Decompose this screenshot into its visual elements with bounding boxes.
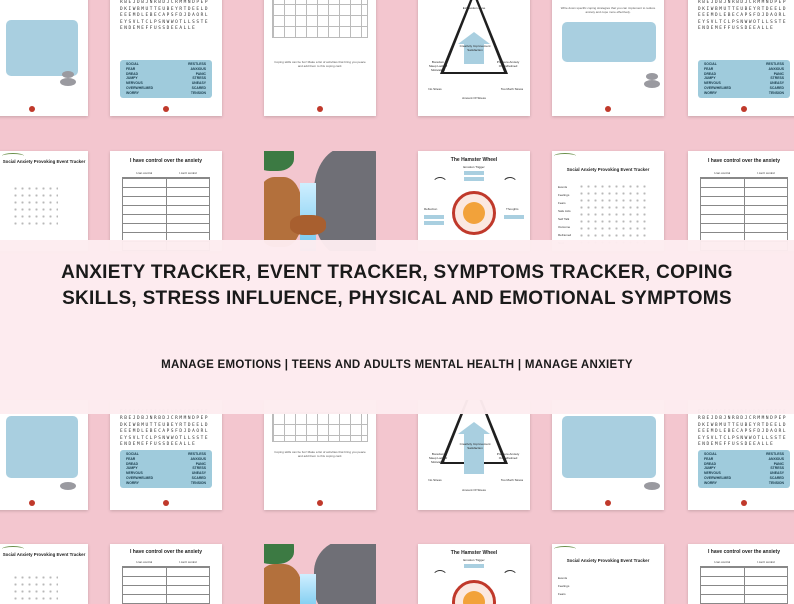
hamster-wheel-icon xyxy=(452,191,496,235)
hamster-thoughts: Thoughts xyxy=(506,207,519,211)
label-left-mid: Boredom Sleep Lack of Motivation xyxy=(428,60,448,72)
waterfall-illustration xyxy=(264,544,376,604)
control-page xyxy=(110,151,222,251)
control-table-header: I can control I can't control xyxy=(135,171,197,175)
label-too-much-stress: Too Much Stress xyxy=(500,87,524,91)
label-no-stress: No Stress xyxy=(428,478,442,482)
dot-grid xyxy=(12,185,58,225)
coping-card-page xyxy=(264,400,376,510)
cycle-arrow-icon xyxy=(502,570,518,586)
coping-strategies-page xyxy=(552,400,664,510)
word-list-left: SOCIAL FEAR DREAD JUMPY NERVOUS OVERWHELMED WORRY xyxy=(126,452,154,485)
hamster-wheel-icon xyxy=(452,580,496,604)
subline: MANAGE EMOTIONS | TEENS AND ADULTS MENTAL HEALTH | MANAGE ANXIETY xyxy=(161,359,633,371)
letter-grid: RBEJDBJNRBDJCRMMNDPEPDKIWBMUTTEUBEYRTDEELDEEEMDLEBECAPSFDJDAORLEYSVLTCLPSNWWOTLLSSTEENDEMEFFUSSDEEALLE xyxy=(698,416,788,448)
tree-foliage xyxy=(264,151,294,171)
vine-icon xyxy=(554,153,576,159)
hamster-title: The Hamster Wheel xyxy=(450,550,498,556)
event-tracker-page xyxy=(552,544,664,604)
coping-strategies-page xyxy=(552,0,664,116)
event-tracker-title: Social Anxiety Provoking Event Tracker xyxy=(2,159,86,164)
word-search-page xyxy=(110,400,222,510)
rock-stack-icon xyxy=(60,482,76,490)
waterfall xyxy=(300,574,316,604)
reflection-box xyxy=(424,215,444,219)
letter-grid: RBEJDBJNRBDJCRMMNDPEPDKIWBMUTTEUBEYRTDEELDEEEMDLEBECAPSFDJDAORLEYSVLTCLPSNWWOTLLSSTEENDEMEFFUSSDEEALLE xyxy=(698,0,788,32)
stress-performance-page xyxy=(418,0,530,116)
word-search-page xyxy=(688,0,794,116)
rock-stack-icon xyxy=(644,80,660,88)
word-list-right: RESTLESS ANXIOUS PANIC STRESS UNEASY SCARED TENSION xyxy=(766,452,784,485)
rock-cliff xyxy=(314,151,376,251)
hamster-trigger: Emotion Trigger xyxy=(463,165,485,169)
label-center: Creativity Improvement Satisfaction xyxy=(459,442,491,450)
event-rows: Events Feelings Fears Safe Acts Self Talk Outcome Reframed xyxy=(558,185,572,237)
rock-step xyxy=(290,215,326,235)
coping-strategies-page xyxy=(0,400,88,510)
rock-stack-icon xyxy=(644,482,660,490)
word-list-right: RESTLESS ANXIOUS PANIC STRESS UNEASY SCARED TENSION xyxy=(188,452,206,485)
label-right-mid: Pressure Anxiety Overwhelmed xyxy=(496,60,520,68)
event-tracker-title: Social Anxiety Provoking Event Tracker xyxy=(566,558,650,563)
page-number-badge xyxy=(317,106,323,112)
event-tracker-title: Social Anxiety Provoking Event Tracker xyxy=(566,167,650,172)
page-number-badge xyxy=(741,500,747,506)
coping-card-grid xyxy=(272,412,368,442)
page-number-badge xyxy=(163,106,169,112)
trigger-box xyxy=(464,171,484,175)
control-table xyxy=(700,566,788,604)
rock-stack-icon xyxy=(60,78,76,86)
up-arrow-icon xyxy=(458,32,490,44)
coping-card-grid xyxy=(272,0,368,38)
letter-grid: RBEJDBJNRBDJCRMMNDPEPDKIWBMUTTEUBEYRTDEELDEEEMDLEBECAPSFDJDAORLEYSVLTCLPSNWWOTLLSSTEENDEMEFFUSSDEEALLE xyxy=(120,416,210,448)
dot-grid xyxy=(578,183,648,247)
label-too-much-stress: Too Much Stress xyxy=(500,478,524,482)
word-search-page xyxy=(110,0,222,116)
tree-foliage xyxy=(264,544,294,564)
rock-ledge xyxy=(264,177,302,247)
page-number-badge xyxy=(29,500,35,506)
control-page xyxy=(688,544,794,604)
stress-performance-page xyxy=(418,400,530,510)
cycle-arrow-icon xyxy=(432,570,448,586)
word-list-left: SOCIAL FEAR DREAD JUMPY NERVOUS OVERWHELMED WORRY xyxy=(126,62,154,95)
coping-intro-text: Write down specific coping strategies that you can implement to reduce anxiety and cope more effectively. xyxy=(560,6,656,14)
control-page xyxy=(688,151,794,251)
word-list xyxy=(120,450,212,488)
letter-grid: RBEJDBJNRBDJCRMMNDPEPDKIWBMUTTEUBEYRTDEELDEEEMDLEBECAPSFDJDAORLEYSVLTCLPSNWWOTLLSSTEENDEMEFFUSSDEEALLE xyxy=(120,0,210,32)
vine-icon xyxy=(554,546,576,552)
headline: ANXIETY TRACKER, EVENT TRACKER, SYMPTOMS TRACKER, COPING SKILLS, STRESS INFLUENCE, PHYSICAL AND EMOTIONAL SYMPTOMS xyxy=(61,262,733,309)
page-number-badge xyxy=(163,500,169,506)
label-peak: Exhaustion Zone xyxy=(462,6,486,10)
label-center: Creativity Improvement Satisfaction xyxy=(459,44,491,52)
control-table-header: I can control I can't control xyxy=(713,171,775,175)
label-axis: Amount Of Stress xyxy=(462,96,486,100)
label-no-stress: No Stress xyxy=(428,87,442,91)
word-list xyxy=(698,450,790,488)
event-rows: Events Feelings Fears xyxy=(558,576,570,596)
trigger-box xyxy=(464,177,484,181)
control-title: I have control over the anxiety xyxy=(130,158,202,164)
page-number-badge xyxy=(29,106,35,112)
word-list xyxy=(120,60,212,98)
hamster-title: The Hamster Wheel xyxy=(450,157,498,163)
grid-caption: Coping skills can be fun! Make a list of activities that bring you peace and add them to this coping card. xyxy=(274,450,366,458)
page-number-badge xyxy=(605,500,611,506)
control-title: I have control over the anxiety xyxy=(708,158,780,164)
word-list-right: RESTLESS ANXIOUS PANIC STRESS UNEASY SCARED TENSION xyxy=(766,62,784,95)
rock-stack-icon xyxy=(646,73,658,80)
control-table-header: I can control I can't control xyxy=(135,560,197,564)
title-banner xyxy=(0,240,794,414)
writing-box xyxy=(562,416,656,478)
word-list-right: RESTLESS ANXIOUS PANIC STRESS UNEASY SCARED TENSION xyxy=(188,62,206,95)
cycle-arrow-icon xyxy=(432,177,448,193)
up-arrow-icon xyxy=(458,422,490,434)
event-tracker-page xyxy=(552,151,664,251)
dot-grid xyxy=(12,574,58,604)
word-search-page xyxy=(688,400,794,510)
control-title: I have control over the anxiety xyxy=(708,549,780,555)
rock-stack-icon xyxy=(62,71,74,78)
trigger-box xyxy=(464,564,484,568)
thoughts-box xyxy=(504,215,524,219)
writing-box xyxy=(6,416,78,478)
label-axis: Amount Of Stress xyxy=(462,488,486,492)
up-arrow-body xyxy=(464,434,484,474)
reflection-box xyxy=(424,221,444,225)
event-tracker-page xyxy=(0,151,88,251)
grid-caption: Coping skills can be fun! Make a list of activities that bring you peace and add them to this coping card. xyxy=(274,60,366,68)
word-list-left: SOCIAL FEAR DREAD JUMPY NERVOUS OVERWHELMED WORRY xyxy=(704,62,732,95)
hamster-wheel-page xyxy=(418,151,530,251)
hamster-wheel-page xyxy=(418,544,530,604)
writing-box xyxy=(562,22,656,62)
event-tracker-title: Social Anxiety Provoking Event Tracker xyxy=(2,552,86,557)
cycle-arrow-icon xyxy=(502,177,518,193)
hamster-reflection: Reflection xyxy=(424,207,438,211)
page-number-badge xyxy=(605,106,611,112)
event-tracker-page xyxy=(0,544,88,604)
rock-cliff xyxy=(314,544,376,604)
waterfall-illustration xyxy=(264,151,376,251)
control-title: I have control over the anxiety xyxy=(130,549,202,555)
rock-ledge xyxy=(264,564,302,604)
control-page xyxy=(110,544,222,604)
label-left-mid: Boredom Sleep Lack of Motivation xyxy=(428,452,448,464)
control-table-header: I can control I can't control xyxy=(713,560,775,564)
writing-box xyxy=(6,20,78,76)
coping-strategies-page xyxy=(0,0,88,116)
word-list-left: SOCIAL FEAR DREAD JUMPY NERVOUS OVERWHELMED WORRY xyxy=(704,452,732,485)
control-table xyxy=(122,566,210,604)
page-number-badge xyxy=(741,106,747,112)
hamster-trigger: Emotion Trigger xyxy=(463,558,485,562)
coping-card-page xyxy=(264,0,376,116)
word-list xyxy=(698,60,790,98)
page-number-badge xyxy=(317,500,323,506)
label-right-mid: Pressure Anxiety Overwhelmed xyxy=(496,452,520,460)
